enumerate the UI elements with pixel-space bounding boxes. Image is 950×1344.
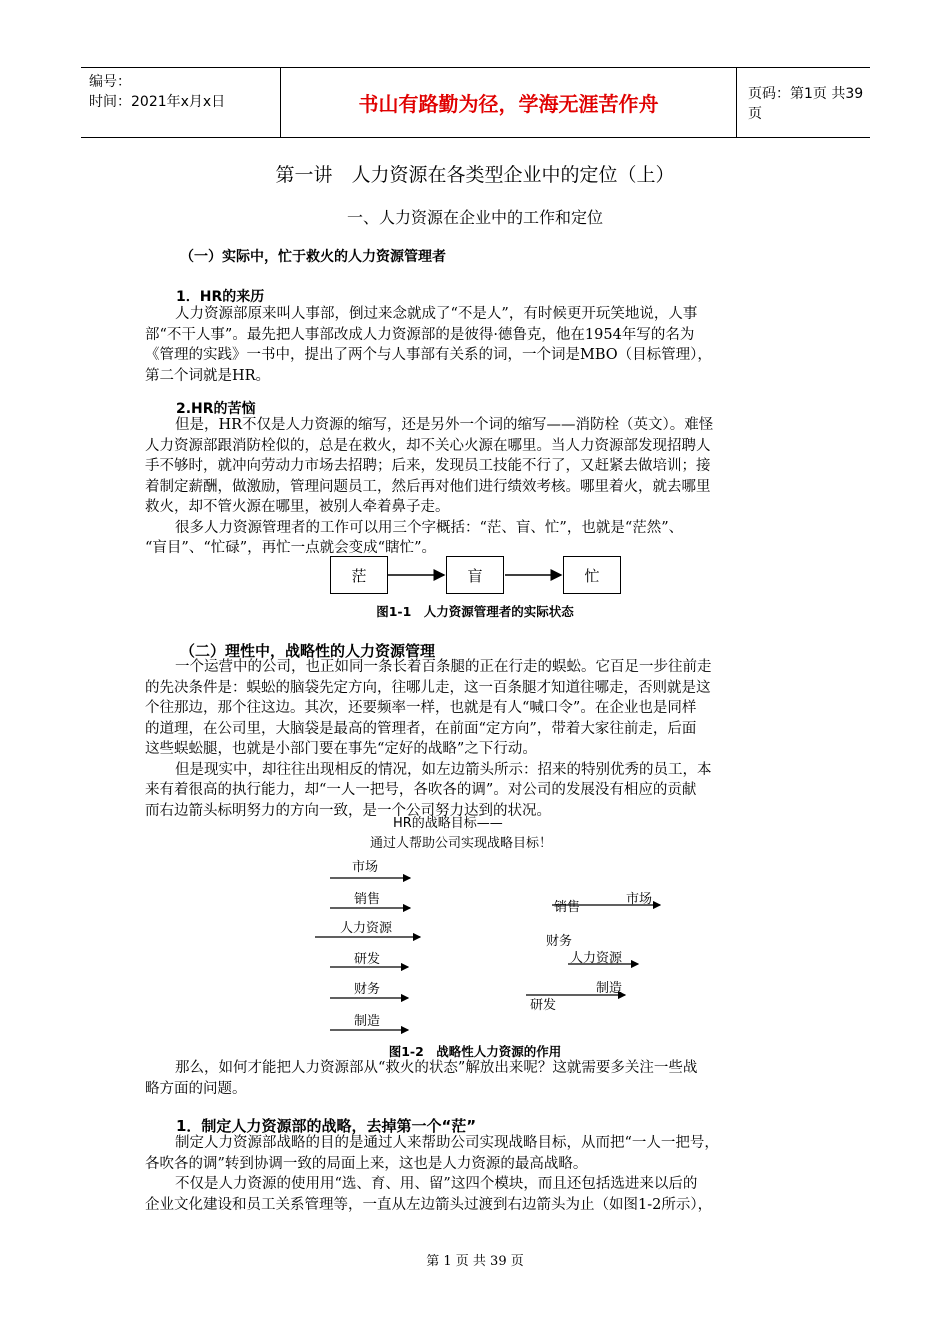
after-figure-paragraph	[145, 1058, 805, 1099]
right-label-sales: 销售	[554, 900, 581, 915]
item-title-1: 1．HR的来历	[176, 289, 265, 305]
text-line: 手不够时，就冲向劳动力市场去招聘；后来，发现员工技能不行了，又赶紧去做培训；接	[145, 458, 711, 474]
text-line: 但是现实中，却往往出现相反的情况，如左边箭头所示：招来的特别优秀的员工，本	[175, 761, 712, 778]
figure-1-1-caption: 图1-1 人力资源管理者的实际状态	[376, 604, 574, 619]
text-line: 略方面的问题。	[145, 1080, 247, 1097]
page-footer: 第 1 页 共 39 页	[426, 1254, 524, 1269]
text-line: 但是，HR不仅是人力资源的缩写，还是另外一个词的缩写——消防栓（英文）。难怪	[175, 417, 714, 433]
right-label-finance: 财务	[546, 934, 573, 949]
right-label-hr: 人力资源	[570, 951, 623, 966]
left-label-hr: 人力资源	[340, 921, 393, 936]
text-line: 《管理的实践》一书中，提出了两个与人事部有关系的词，一个词是MBO（目标管理），	[145, 347, 712, 363]
text-line: 很多人力资源管理者的工作可以用三个字概括：“茫、盲、忙”，也就是“茫然”、	[175, 519, 684, 536]
left-label-sales: 销售	[354, 892, 381, 907]
text-line: 各吹各的调”转到协调一致的局面上来，这也是人力资源的最高战略。	[145, 1155, 588, 1172]
text-line: 人力资源部原来叫人事部，倒过来念就成了“不是人”，有时候更开玩笑地说，人事	[175, 306, 698, 322]
header-meta-cell	[81, 68, 281, 137]
header-page-info: 页码：第1页 共39页	[748, 85, 864, 122]
subsection-title-2: （二）理性中，战略性的人力资源管理	[180, 642, 436, 660]
text-line: 救火，却不管火源在哪里，被别人牵着鼻子走。	[145, 499, 450, 515]
text-line: 一个运营中的公司，也正如同一条长着百条腿的正在行走的蜈蚣。它百足一步往前走	[175, 659, 712, 675]
text-line: 着制定薪酬，做激励，管理问题员工，然后再对他们进行绩效考核。哪里着火，就去哪里	[145, 478, 711, 495]
figure-1-2-heading-2: 通过人帮助公司实现战略目标！	[370, 836, 553, 851]
text-line: 的道理，在公司里，大脑袋是最高的管理者，在前面“定方向”，带着大家往前走，后面	[145, 720, 697, 737]
left-label-finance: 财务	[354, 982, 381, 997]
flow-arrows	[330, 556, 630, 596]
number-label: 编号：	[89, 74, 131, 90]
item1-paragraph	[145, 304, 805, 386]
left-label-manufacturing: 制造	[354, 1014, 381, 1029]
left-label-market: 市场	[352, 860, 379, 875]
sub2-paragraph	[145, 657, 805, 821]
right-label-manufacturing: 制造	[596, 981, 623, 996]
text-line: 企业文化建设和员工关系管理等，一直从左边箭头过渡到右边箭头为止（如图1-2所示），	[145, 1196, 713, 1213]
text-line: 第二个词就是HR。	[145, 367, 271, 384]
right-label-market: 市场	[626, 892, 653, 907]
item3-paragraph	[145, 1133, 805, 1215]
text-line: 不仅是人力资源的使用用“选、育、用、留”这四个模块，而且还包括选进来以后的	[175, 1176, 698, 1192]
section-title: 一、人力资源在企业中的工作和定位	[346, 208, 603, 227]
text-line: “盲目”、“忙碌”，再忙一点就会变成“瞎忙”。	[145, 540, 436, 556]
time-label: 时间：2021年x月x日	[89, 94, 226, 110]
left-label-rd: 研发	[354, 952, 381, 967]
right-label-rd: 研发	[530, 998, 557, 1013]
text-line: 制定人力资源部战略的目的是通过人来帮助公司实现战略目标，从而把“一人一把号，	[175, 1135, 719, 1151]
text-line: 个往那边，那个往这边。其次，还要频率一样，也就是有人“喊口令”。在企业也是同样	[145, 700, 697, 716]
text-line: 部“不干人事”。最先把人事部改成人力资源部的是彼得·德鲁克，他在1954年写的名为	[145, 326, 695, 343]
header-table	[81, 67, 870, 138]
flow-box-1: 茫	[330, 556, 388, 594]
item-title-3: 1．制定人力资源部的战略，去掉第一个“茫”	[176, 1117, 477, 1135]
page-title: 第一讲 人力资源在各类型企业中的定位（上）	[275, 164, 675, 186]
text-line: 来有着很高的执行能力，却“一人一把号，各吹各的调”。对公司的发展没有相应的贡献	[145, 782, 697, 798]
text-line: 那么，如何才能把人力资源部从“救火的状态”解放出来呢？这就需要多关注一些战	[175, 1060, 698, 1076]
flow-box-2: 盲	[446, 556, 504, 594]
subsection-title-1: （一）实际中，忙于救火的人力资源管理者	[180, 249, 446, 265]
text-line: 的先决条件是：蜈蚣的脑袋先定方向，往哪儿走，这一百条腿才知道往哪走，否则就是这	[145, 679, 711, 696]
text-line: 人力资源部跟消防栓似的，总是在救火，却不关心火源在哪里。当人力资源部发现招聘人	[145, 437, 711, 454]
figure-1-2-heading-1: HR的战略目标——	[393, 816, 503, 831]
figure-1-1	[330, 556, 630, 596]
flow-box-3: 忙	[563, 556, 621, 594]
figure-1-2-diagram	[300, 850, 680, 1040]
header-slogan: 书山有路勤为径，学海无涯苦作舟	[281, 68, 737, 137]
text-line: 而右边箭头标明努力的方向一致，是一个公司努力达到的状况。	[145, 802, 551, 819]
figure-1-2-caption: 图1-2 战略性人力资源的作用	[388, 1044, 562, 1059]
text-line: 这些蜈蚣腿，也就是小部门要在事先“定好的战略”之下行动。	[145, 741, 537, 757]
item2-paragraph	[145, 415, 805, 559]
item-title-2: 2.HR的苦恼	[176, 401, 256, 417]
